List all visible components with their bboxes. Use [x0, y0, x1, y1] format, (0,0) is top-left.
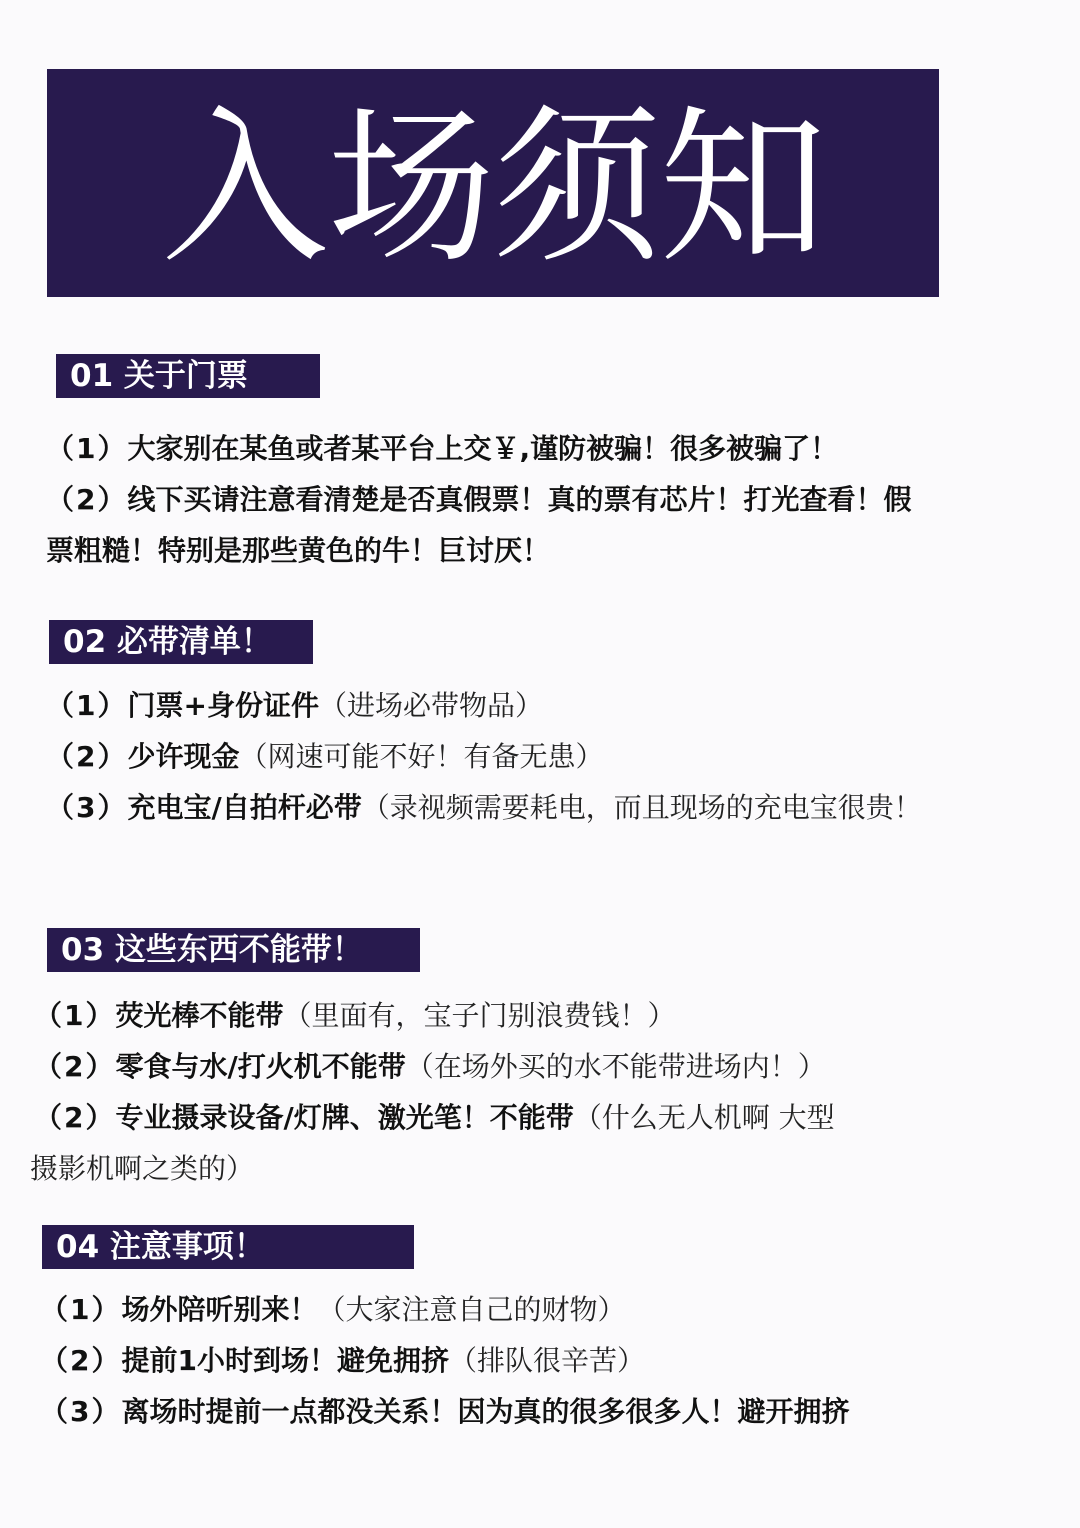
item-number: （3）	[46, 791, 128, 824]
item-text-bold: 充电宝/自拍杆必带	[127, 791, 362, 824]
list-item	[40, 1344, 645, 1378]
list-item	[34, 1101, 835, 1135]
list-item	[46, 689, 543, 723]
item-text-note: （录视频需要耗电，而且现场的充电宝很贵！	[361, 791, 922, 824]
item-text-bold: 大家别在某鱼或者某平台上交￥,谨防被骗！很多被骗了！	[127, 432, 839, 465]
item-text-note: （在场外买的水不能带进场内！）	[405, 1050, 826, 1083]
item-text-note: 摄影机啊之类的）	[30, 1152, 255, 1185]
item-number: （2）	[46, 740, 128, 773]
list-item	[34, 999, 676, 1033]
item-number: （2）	[40, 1344, 122, 1377]
list-item	[40, 1293, 626, 1327]
item-number: （1）	[34, 999, 116, 1032]
item-text-bold: 零食与水/打火机不能带	[115, 1050, 406, 1083]
item-text-bold: 线下买请注意看清楚是否真假票！真的票有芯片！打光查看！假	[127, 483, 912, 516]
section-heading-prohibited: 03 这些东西不能带！	[47, 928, 420, 972]
item-text-note: （网速可能不好！有备无患）	[239, 740, 604, 773]
section-heading-notes: 04 注意事项！	[42, 1225, 414, 1269]
item-text-note: （里面有，宝子门别浪费钱！）	[283, 999, 676, 1032]
page-title: 入场须知	[161, 90, 825, 286]
section-heading-tickets: 01 关于门票	[56, 354, 320, 398]
item-text-bold: 票粗糙！特别是那些黄色的牛！巨讨厌！	[46, 534, 551, 567]
item-number: （2）	[34, 1050, 116, 1083]
item-text-note: （大家注意自己的财物）	[317, 1293, 626, 1326]
section-heading-checklist: 02 必带清单！	[49, 620, 313, 664]
item-number: （2）	[46, 483, 128, 516]
item-text-bold: 少许现金	[127, 740, 240, 773]
item-text-bold: 荧光棒不能带	[115, 999, 284, 1032]
item-number: （1）	[46, 689, 128, 722]
item-number: （1）	[40, 1293, 122, 1326]
item-number: （2）	[34, 1101, 116, 1134]
item-text-note: （排队很辛苦）	[448, 1344, 645, 1377]
list-item	[46, 740, 604, 774]
item-text-bold: 离场时提前一点都没关系！因为真的很多很多人！避开拥挤	[121, 1395, 850, 1428]
list-item	[46, 791, 922, 825]
title-banner	[47, 69, 939, 297]
list-item-continuation	[46, 534, 550, 568]
item-number: （3）	[40, 1395, 122, 1428]
list-item-continuation	[30, 1152, 254, 1186]
item-text-bold: 提前1小时到场！避免拥挤	[121, 1344, 449, 1377]
list-item	[40, 1395, 850, 1429]
list-item	[34, 1050, 826, 1084]
item-text-bold: 专业摄录设备/灯牌、激光笔！不能带	[115, 1101, 574, 1134]
item-text-bold: 场外陪听别来！	[121, 1293, 318, 1326]
item-text-note: （什么无人机啊 大型	[573, 1101, 835, 1134]
list-item	[46, 483, 912, 517]
item-number: （1）	[46, 432, 128, 465]
list-item	[46, 432, 838, 466]
item-text-bold: 门票+身份证件	[127, 689, 319, 722]
item-text-note: （进场必带物品）	[318, 689, 543, 722]
